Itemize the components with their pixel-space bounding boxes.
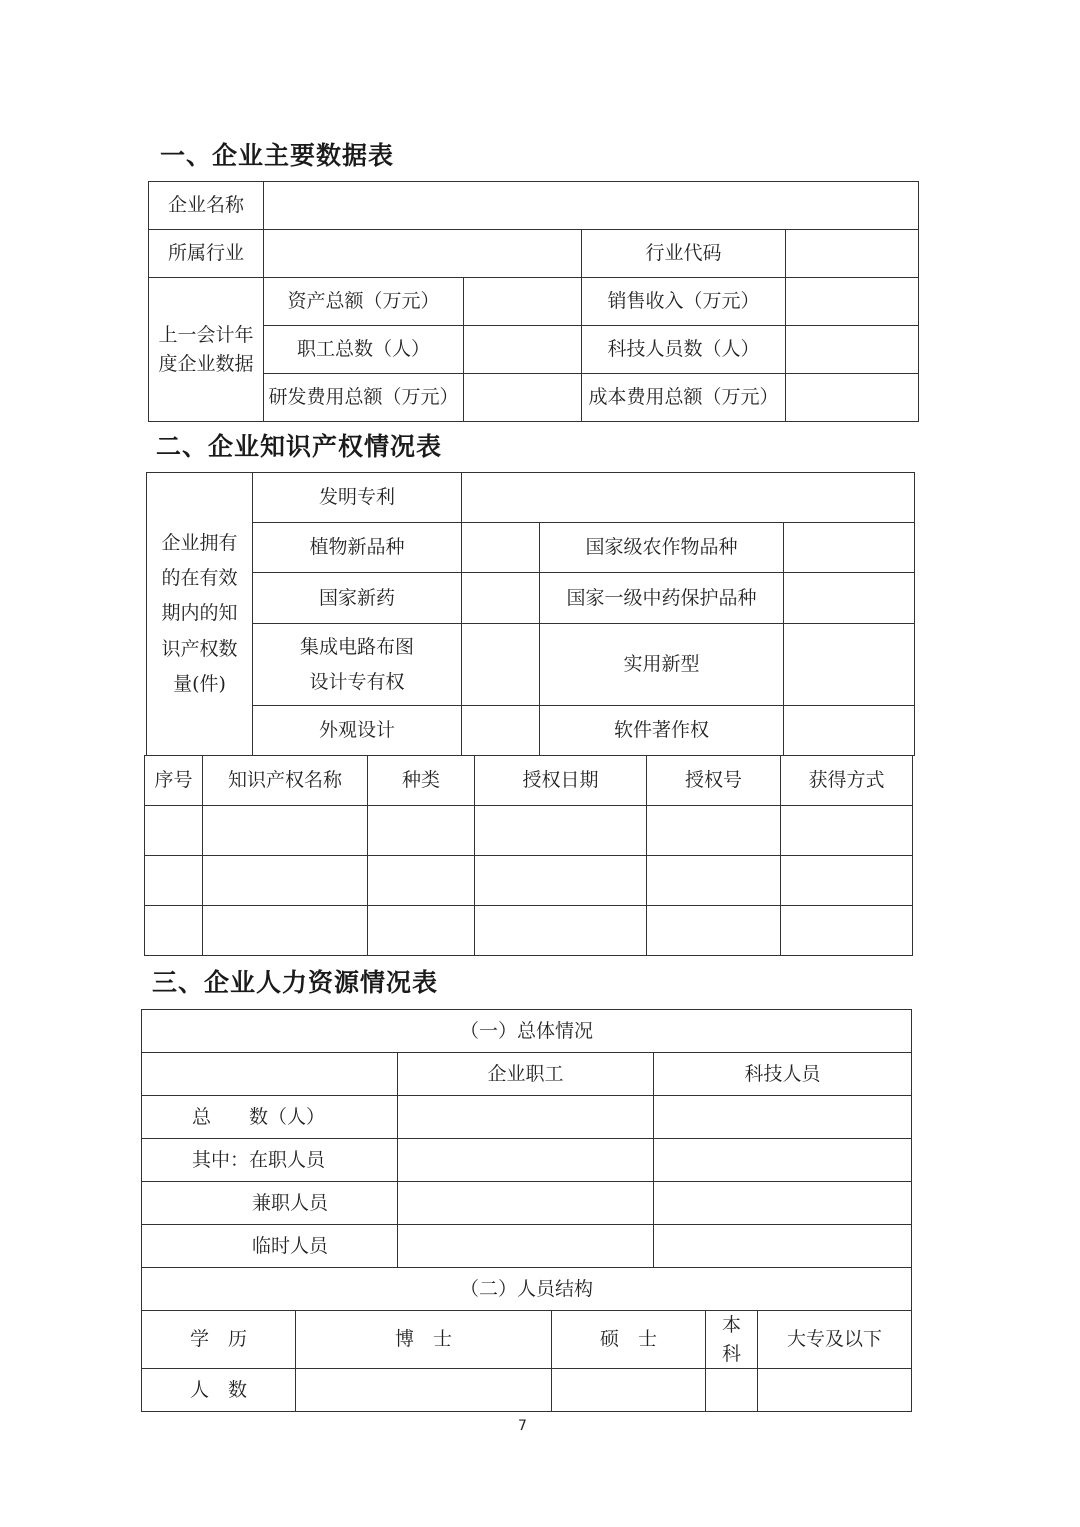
edu-label: 学 历 (142, 1311, 296, 1369)
table-cell[interactable] (145, 806, 203, 856)
company-name-label: 企业名称 (149, 182, 264, 230)
col-serial: 序号 (145, 756, 203, 806)
enterprise-main-data-table (148, 181, 919, 422)
col-master: 硕 士 (552, 1311, 706, 1369)
rd-expense-field[interactable] (464, 374, 582, 422)
table-cell[interactable] (203, 856, 368, 906)
table-cell[interactable] (145, 856, 203, 906)
table-cell[interactable] (145, 906, 203, 956)
employees-label: 职工总数（人） (264, 326, 464, 374)
col-employees: 企业职工 (398, 1053, 654, 1096)
row-parttime-label: 兼职人员 (142, 1182, 398, 1225)
table-cell[interactable] (203, 806, 368, 856)
table-cell[interactable] (475, 906, 647, 956)
ip-summary-table (146, 472, 915, 756)
col-phd: 博 士 (296, 1311, 552, 1369)
sales-revenue-field[interactable] (786, 278, 919, 326)
col-grant-number: 授权号 (647, 756, 781, 806)
design-label: 外观设计 (253, 706, 462, 756)
table-cell[interactable] (781, 856, 913, 906)
section2-title: 二、企业知识产权情况表 (156, 432, 443, 461)
industry-label: 所属行业 (149, 230, 264, 278)
col-tech-staff: 科技人员 (654, 1053, 912, 1096)
national-new-drug-label: 国家新药 (253, 573, 462, 624)
total-assets-field[interactable] (464, 278, 582, 326)
industry-code-label: 行业代码 (582, 230, 786, 278)
tech-staff-label: 科技人员数（人） (582, 326, 786, 374)
table-cell[interactable] (781, 806, 913, 856)
plant-variety-field[interactable] (462, 523, 540, 573)
table-cell[interactable] (475, 806, 647, 856)
ic-layout-label-line2: 设计专有权 (309, 670, 405, 693)
employees-field[interactable] (464, 326, 582, 374)
table-cell[interactable] (203, 906, 368, 956)
company-name-field[interactable] (264, 182, 919, 230)
phd-count-field[interactable] (296, 1369, 552, 1412)
ip-detail-table (144, 755, 913, 956)
total-employees-field[interactable] (398, 1096, 654, 1139)
cost-expense-label: 成本费用总额（万元） (582, 374, 786, 422)
overall-header: （一）总体情况 (142, 1010, 912, 1053)
rd-expense-label: 研发费用总额（万元） (264, 374, 464, 422)
total-tech-field[interactable] (654, 1096, 912, 1139)
sales-revenue-label: 销售收入（万元） (582, 278, 786, 326)
parttime-employees-field[interactable] (398, 1182, 654, 1225)
utility-model-field[interactable] (784, 624, 915, 706)
table-cell[interactable] (368, 856, 475, 906)
tech-staff-field[interactable] (786, 326, 919, 374)
industry-code-field[interactable] (786, 230, 919, 278)
master-count-field[interactable] (552, 1369, 706, 1412)
college-below-count-field[interactable] (758, 1369, 912, 1412)
tcm-protected-variety-label: 国家一级中药保护品种 (540, 573, 784, 624)
temp-employees-field[interactable] (398, 1225, 654, 1268)
col-ip-name: 知识产权名称 (203, 756, 368, 806)
col-college-below: 大专及以下 (758, 1311, 912, 1369)
table-cell[interactable] (647, 906, 781, 956)
table-cell[interactable] (647, 856, 781, 906)
invention-patent-label: 发明专利 (253, 473, 462, 523)
ic-layout-label-line1: 集成电路布图 (299, 636, 414, 659)
bachelor-count-field[interactable] (706, 1369, 758, 1412)
temp-tech-field[interactable] (654, 1225, 912, 1268)
table-row (145, 806, 913, 856)
col-bachelor: 本 科 (706, 1311, 758, 1369)
invention-patent-field[interactable] (462, 473, 915, 523)
plant-variety-label: 植物新品种 (253, 523, 462, 573)
tcm-protected-variety-field[interactable] (784, 573, 915, 624)
ip-owned-label: 企业拥有的在有效期内的知识产权数量(件) (147, 473, 253, 756)
software-copyright-field[interactable] (784, 706, 915, 756)
count-label: 人 数 (142, 1369, 296, 1412)
structure-header: （二）人员结构 (142, 1268, 912, 1311)
national-crop-variety-field[interactable] (784, 523, 915, 573)
row-temp-label: 临时人员 (142, 1225, 398, 1268)
national-crop-variety-label: 国家级农作物品种 (540, 523, 784, 573)
row-onjob-label: 其中：在职人员 (142, 1139, 398, 1182)
table-cell[interactable] (647, 806, 781, 856)
col-grant-date: 授权日期 (475, 756, 647, 806)
industry-field[interactable] (264, 230, 582, 278)
onjob-employees-field[interactable] (398, 1139, 654, 1182)
ic-layout-field[interactable] (462, 624, 540, 706)
table-cell[interactable] (475, 856, 647, 906)
national-new-drug-field[interactable] (462, 573, 540, 624)
design-field[interactable] (462, 706, 540, 756)
table-row (145, 906, 913, 956)
parttime-tech-field[interactable] (654, 1182, 912, 1225)
onjob-tech-field[interactable] (654, 1139, 912, 1182)
last-year-label: 上一会计年度企业数据 (149, 278, 264, 422)
table-cell[interactable] (781, 906, 913, 956)
total-assets-label: 资产总额（万元） (264, 278, 464, 326)
table-row (145, 856, 913, 906)
cost-expense-field[interactable] (786, 374, 919, 422)
page-number: 7 (518, 1418, 527, 1434)
row-total-label: 总 数（人） (142, 1096, 398, 1139)
hr-table (141, 1009, 912, 1412)
software-copyright-label: 软件著作权 (540, 706, 784, 756)
col-acquisition: 获得方式 (781, 756, 913, 806)
section1-title: 一、企业主要数据表 (160, 141, 395, 170)
table-cell[interactable] (368, 906, 475, 956)
utility-model-label: 实用新型 (540, 624, 784, 706)
ic-layout-label (253, 624, 462, 706)
col-type: 种类 (368, 756, 475, 806)
table-cell[interactable] (368, 806, 475, 856)
section3-title: 三、企业人力资源情况表 (152, 968, 439, 997)
hr-corner-cell (142, 1053, 398, 1096)
